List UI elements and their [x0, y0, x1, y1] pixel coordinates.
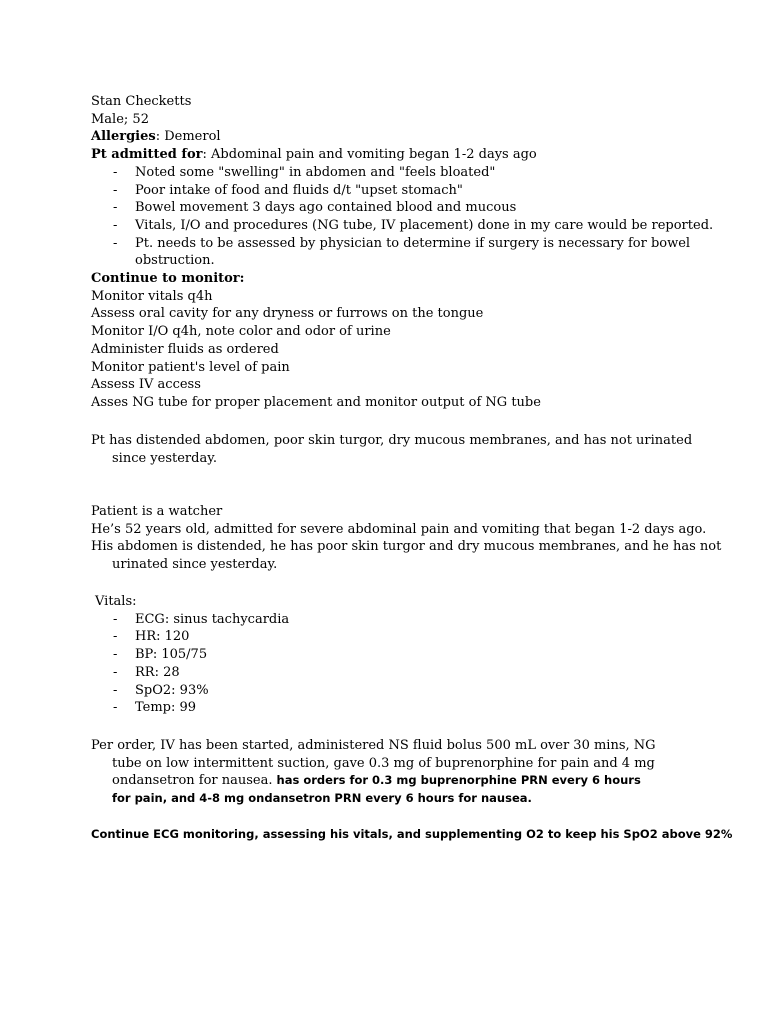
list-item: - SpO2: 93% — [113, 682, 209, 698]
assessment-paragraph — [91, 432, 728, 467]
list-item: - BP: 105/75 — [113, 647, 208, 663]
list-item: - Noted some "swelling" in abdomen and "feels bloated" — [113, 164, 496, 180]
admitted-line — [91, 146, 728, 164]
assessment-text: Pt has distended abdomen, poor skin turgor, dry mucous membranes, and has not urinated since yesterday. — [91, 433, 693, 466]
list-item: - Poor intake of food and fluids d/t "upset stomach" — [113, 182, 463, 198]
allergies-label: Allergies — [91, 129, 156, 145]
orders-bold-text: has orders for 0.3 mg buprenorphine PRN every 6 hours for pain, and 4-8 mg ondansetron PRN every 6 hours for nausea. — [112, 773, 641, 806]
allergies-value: : Demerol — [155, 129, 221, 145]
patient-name: Stan Checketts — [91, 94, 192, 109]
plan-paragraph — [91, 826, 733, 844]
list-item: - ECG: sinus tachycardia — [113, 611, 290, 627]
report-section — [91, 503, 728, 574]
orders-paragraph — [91, 737, 660, 808]
monitor-item: Assess IV access — [91, 377, 201, 393]
patient-sex-age: Male; 52 — [91, 111, 149, 127]
monitor-item: Monitor I/O q4h, note color and odor of urine — [91, 324, 391, 340]
list-item: - RR: 28 — [113, 664, 180, 680]
list-item: - Pt. needs to be assessed by physician to determine if surgery is necessary for bowel obstruction. — [113, 235, 691, 269]
list-item: - HR: 120 — [113, 629, 190, 645]
monitor-item: Monitor patient's level of pain — [91, 359, 290, 375]
watcher-line: Patient is a watcher — [91, 504, 223, 519]
vitals-label: Vitals: — [95, 594, 137, 609]
list-item: - Vitals, I/O and procedures (NG tube, IV placement) done in my care would be reported. — [113, 217, 714, 233]
orders-text: Per order, IV has been started, administered NS fluid bolus 500 mL over 30 mins, NG tube on low intermittent suction, gave 0.3 mg of buprenorphine for pain and 4 mg ondansetron for nausea. — [91, 738, 656, 789]
allergies-line — [91, 128, 728, 146]
admission-list — [91, 164, 728, 270]
vitals-list — [91, 611, 728, 717]
plan-text: Continue ECG monitoring, assessing his vitals, and supplementing O2 to keep his SpO2 above 92% — [91, 827, 733, 841]
admitted-label: Pt admitted for — [91, 147, 203, 163]
monitor-item: Asses NG tube for proper placement and monitor output of NG tube — [91, 394, 541, 410]
monitor-item: Administer fluids as ordered — [91, 341, 279, 357]
admitted-value: : Abdominal pain and vomiting began 1-2 days ago — [202, 147, 537, 163]
summary-detail: His abdomen is distended, he has poor skin turgor and dry mucous membranes, and he has not urinated since yesterday. — [91, 539, 722, 573]
patient-header — [91, 93, 728, 412]
vitals-section — [91, 593, 728, 717]
monitor-item: Assess oral cavity for any dryness or furrows on the tongue — [91, 306, 484, 322]
list-item: - Bowel movement 3 days ago contained blood and mucous — [113, 200, 517, 216]
monitor-item: Monitor vitals q4h — [91, 288, 213, 304]
list-item: - Temp: 99 — [113, 700, 197, 716]
summary-line: He’s 52 years old, admitted for severe abdominal pain and vomiting that began 1-2 days ago. — [91, 521, 707, 537]
monitor-heading: Continue to monitor: — [91, 271, 245, 287]
